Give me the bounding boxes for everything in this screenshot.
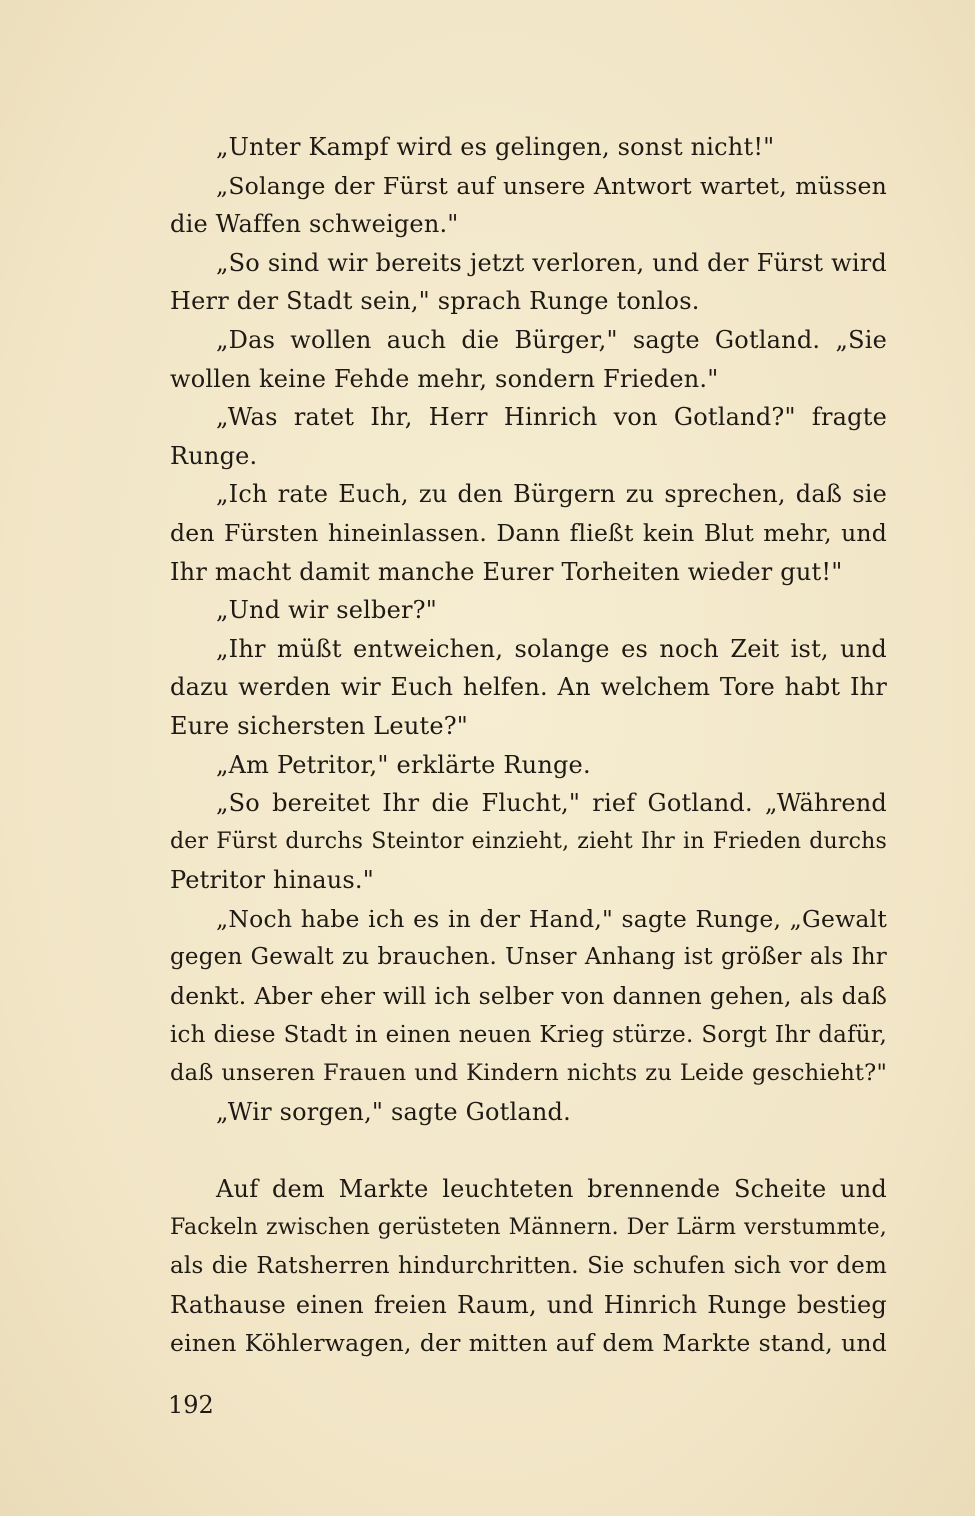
text-line: Herr der Stadt sein," sprach Runge tonlos. [170, 287, 700, 316]
text-line: den Fürsten hineinlassen. Dann fließt kein Blut mehr, und [170, 518, 887, 547]
text-line: Fackeln zwischen gerüsteten Männern. Der Lärm verstummte, [170, 1214, 887, 1240]
text-line: „Solange der Fürst auf unsere Antwort wartet, müssen [216, 171, 887, 200]
text-line: Runge. [170, 441, 258, 470]
text-line: Rathause einen freien Raum, und Hinrich Runge bestieg [170, 1290, 887, 1319]
text-line: „Ich rate Euch, zu den Bürgern zu sprechen, daß sie [216, 480, 887, 509]
text-line: Ihr macht damit manche Eurer Torheiten wieder gut!" [170, 557, 843, 586]
section-break [170, 1131, 887, 1170]
text-line: „Was ratet Ihr, Herr Hinrich von Gotland?" fragte [216, 403, 887, 432]
text-line: Auf dem Markte leuchteten brennende Scheite und [216, 1175, 887, 1204]
text-line: „Noch habe ich es in der Hand," sagte Runge, „Gewalt [216, 904, 887, 933]
text-line: daß unseren Frauen und Kindern nichts zu Leide geschieht?" [170, 1060, 887, 1087]
text-line: „So sind wir bereits jetzt verloren, und der Fürst wird [216, 248, 887, 277]
text-line: als die Ratsherren hindurchritten. Sie schufen sich vor dem [170, 1253, 887, 1280]
text-line: „So bereitet Ihr die Flucht," rief Gotland. „Während [216, 789, 887, 818]
text-line: Petritor hinaus." [170, 866, 375, 895]
text-line: „Ihr müßt entweichen, solange es noch Zeit ist, und [216, 634, 887, 663]
text-line: dazu werden wir Euch helfen. An welchem Tore habt Ihr [170, 673, 887, 702]
text-line: die Waffen schweigen." [170, 210, 459, 239]
body-text [170, 128, 887, 1363]
text-line: ich diese Stadt in einen neuen Krieg stürze. Sorgt Ihr dafür, [170, 1021, 887, 1048]
text-line: „Wir sorgen," sagte Gotland. [216, 1097, 571, 1126]
text-line: „Und wir selber?" [216, 596, 437, 625]
text-line: „Am Petritor," erklärte Runge. [216, 750, 591, 779]
text-line: gegen Gewalt zu brauchen. Unser Anhang ist größer als Ihr [170, 944, 887, 971]
text-line: denkt. Aber eher will ich selber von dannen gehen, als daß [170, 982, 887, 1011]
text-line: „Unter Kampf wird es gelingen, sonst nicht!" [216, 133, 775, 161]
text-line: „Das wollen auch die Bürger," sagte Gotland. „Sie [216, 325, 887, 354]
page-number: 192 [168, 1391, 214, 1419]
text-line: Eure sichersten Leute?" [170, 711, 469, 740]
text-line: einen Köhlerwagen, der mitten auf dem Markte stand, und [170, 1329, 887, 1358]
text-line: wollen keine Fehde mehr, sondern Frieden." [170, 364, 719, 393]
text-line: der Fürst durchs Steintor einzieht, zieht Ihr in Frieden durchs [170, 828, 887, 854]
